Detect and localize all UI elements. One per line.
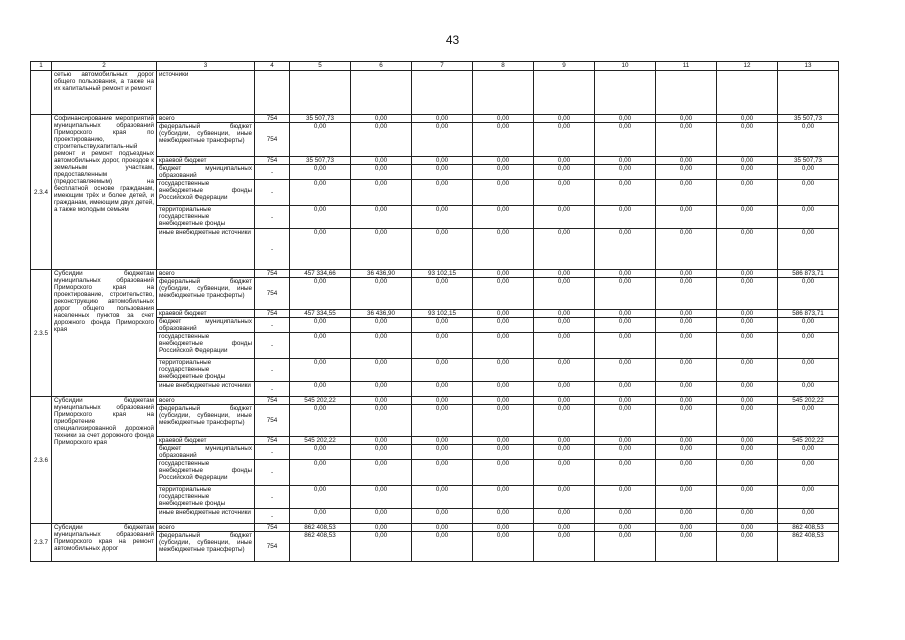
value-cell: 0,00: [473, 180, 534, 206]
value-cell: 0,00: [290, 180, 351, 206]
funding-source: иные внебюджетные источники: [157, 509, 255, 524]
value-cell: 0,00: [534, 486, 595, 509]
value-cell: 93 102,15: [412, 310, 473, 318]
value-cell: [290, 71, 351, 115]
value-cell: 0,00: [351, 460, 412, 486]
value-cell: 0,00: [595, 270, 656, 278]
column-header: 13: [778, 62, 839, 71]
value-cell: 0,00: [656, 382, 717, 397]
column-header: 7: [412, 62, 473, 71]
value-cell: 0,00: [473, 123, 534, 157]
value-cell: 0,00: [412, 318, 473, 333]
value-cell: [717, 71, 778, 115]
value-cell: [412, 71, 473, 115]
value-cell: 0,00: [412, 229, 473, 270]
page-number: 43: [445, 33, 460, 47]
value-cell: 0,00: [717, 180, 778, 206]
value-cell: 0,00: [412, 532, 473, 562]
funding-source: иные внебюджетные источники: [157, 382, 255, 397]
funding-source: источники: [157, 71, 255, 115]
value-cell: 0,00: [473, 486, 534, 509]
value-cell: 0,00: [595, 532, 656, 562]
value-cell: 0,00: [412, 524, 473, 532]
value-cell: 0,00: [473, 229, 534, 270]
value-cell: 0,00: [717, 382, 778, 397]
value-cell: 0,00: [656, 333, 717, 359]
funding-source: бюджет муниципальных образований: [157, 318, 255, 333]
value-cell: 0,00: [595, 115, 656, 123]
value-cell: 0,00: [656, 318, 717, 333]
value-cell: 35 507,73: [778, 157, 839, 165]
value-cell: 0,00: [290, 405, 351, 437]
value-cell: [656, 71, 717, 115]
value-cell: 0,00: [473, 524, 534, 532]
value-cell: 0,00: [717, 206, 778, 229]
value-cell: 0,00: [473, 278, 534, 310]
value-cell: 0,00: [656, 460, 717, 486]
value-cell: 0,00: [778, 123, 839, 157]
value-cell: 0,00: [473, 509, 534, 524]
value-cell: 0,00: [473, 445, 534, 460]
value-cell: 0,00: [351, 445, 412, 460]
column-header: 3: [157, 62, 255, 71]
funding-source: федеральный бюджет (субсидии, субвенции, иные межбюджетные трансферты): [157, 532, 255, 562]
code-cell: -: [255, 165, 290, 180]
value-cell: 0,00: [595, 437, 656, 445]
value-cell: 0,00: [717, 157, 778, 165]
funding-source: всего: [157, 270, 255, 278]
value-cell: 0,00: [351, 157, 412, 165]
funding-source: иные внебюджетные источники: [157, 229, 255, 270]
value-cell: 0,00: [473, 397, 534, 405]
value-cell: 0,00: [534, 524, 595, 532]
value-cell: 0,00: [534, 278, 595, 310]
item-code: 2.3.4: [31, 115, 52, 270]
value-cell: 0,00: [717, 318, 778, 333]
item-code: 2.3.6: [31, 397, 52, 524]
code-cell: -: [255, 460, 290, 486]
value-cell: 0,00: [595, 123, 656, 157]
value-cell: 0,00: [534, 165, 595, 180]
column-header: 2: [52, 62, 157, 71]
value-cell: 0,00: [351, 359, 412, 382]
item-title: Софинансирование мероприятий муниципальных образований Приморского края по проектированию, строительству,капиталь-ный ремонт и ремонт подъездных автомобильных дорог, проездов к земельным участкам, предоставленным (предоставляемым) на бесплатной основе гражданам, имеющим трёх и более детей, и гражданам, имеющим двух детей, а также молодым семьям: [52, 115, 157, 270]
value-cell: 0,00: [290, 278, 351, 310]
value-cell: 545 202,22: [290, 397, 351, 405]
funding-source: территориальные государственные внебюджетные фонды: [157, 359, 255, 382]
header-row: [31, 62, 839, 71]
code-cell: -: [255, 333, 290, 359]
value-cell: 0,00: [717, 333, 778, 359]
code-cell: 754: [255, 270, 290, 278]
value-cell: 0,00: [473, 115, 534, 123]
value-cell: 0,00: [717, 123, 778, 157]
value-cell: 0,00: [717, 359, 778, 382]
table-row: [31, 115, 839, 123]
value-cell: 0,00: [656, 157, 717, 165]
value-cell: 0,00: [534, 437, 595, 445]
funding-source: всего: [157, 397, 255, 405]
table-row: [31, 397, 839, 405]
funding-source: государственные внебюджетные фонды Российской Федерации: [157, 460, 255, 486]
value-cell: 0,00: [473, 318, 534, 333]
value-cell: 0,00: [534, 123, 595, 157]
value-cell: 0,00: [534, 509, 595, 524]
value-cell: 0,00: [473, 157, 534, 165]
value-cell: 0,00: [656, 397, 717, 405]
value-cell: 0,00: [595, 206, 656, 229]
value-cell: 0,00: [412, 405, 473, 437]
value-cell: 0,00: [412, 157, 473, 165]
code-cell: 754: [255, 157, 290, 165]
value-cell: 0,00: [778, 333, 839, 359]
value-cell: 0,00: [412, 278, 473, 310]
funding-source: государственные внебюджетные фонды Российской Федерации: [157, 333, 255, 359]
value-cell: 862 408,53: [778, 532, 839, 562]
value-cell: 35 507,73: [778, 115, 839, 123]
value-cell: 0,00: [290, 206, 351, 229]
value-cell: 0,00: [595, 333, 656, 359]
value-cell: 0,00: [473, 165, 534, 180]
value-cell: 0,00: [595, 486, 656, 509]
value-cell: 0,00: [595, 359, 656, 382]
value-cell: 0,00: [351, 397, 412, 405]
value-cell: 0,00: [351, 437, 412, 445]
value-cell: 0,00: [778, 180, 839, 206]
value-cell: 0,00: [290, 359, 351, 382]
value-cell: 0,00: [351, 524, 412, 532]
value-cell: 0,00: [290, 382, 351, 397]
code-cell: [255, 71, 290, 115]
code-cell: 754: [255, 405, 290, 437]
value-cell: 0,00: [778, 486, 839, 509]
table-body: [31, 71, 839, 562]
funding-source: краевой бюджет: [157, 157, 255, 165]
funding-source: всего: [157, 115, 255, 123]
value-cell: 0,00: [778, 318, 839, 333]
value-cell: 0,00: [717, 437, 778, 445]
item-code: 2.3.5: [31, 270, 52, 397]
value-cell: 0,00: [656, 359, 717, 382]
value-cell: 0,00: [351, 509, 412, 524]
value-cell: 0,00: [595, 165, 656, 180]
value-cell: 0,00: [534, 445, 595, 460]
table-row: [31, 270, 839, 278]
value-cell: 0,00: [595, 524, 656, 532]
value-cell: 0,00: [717, 524, 778, 532]
value-cell: 0,00: [595, 405, 656, 437]
value-cell: 0,00: [351, 180, 412, 206]
value-cell: 0,00: [595, 445, 656, 460]
column-header: 11: [656, 62, 717, 71]
value-cell: 0,00: [473, 437, 534, 445]
value-cell: 0,00: [656, 229, 717, 270]
value-cell: 0,00: [534, 318, 595, 333]
funding-source: территориальные государственные внебюджетные фонды: [157, 206, 255, 229]
value-cell: 0,00: [473, 310, 534, 318]
value-cell: 0,00: [473, 359, 534, 382]
code-cell: 754: [255, 532, 290, 562]
column-header: 8: [473, 62, 534, 71]
value-cell: 0,00: [717, 532, 778, 562]
value-cell: 0,00: [656, 509, 717, 524]
value-cell: 0,00: [351, 123, 412, 157]
funding-source: всего: [157, 524, 255, 532]
column-header: 9: [534, 62, 595, 71]
value-cell: 0,00: [412, 115, 473, 123]
value-cell: 0,00: [534, 397, 595, 405]
value-cell: 0,00: [290, 229, 351, 270]
value-cell: 0,00: [351, 278, 412, 310]
value-cell: 0,00: [778, 509, 839, 524]
value-cell: 0,00: [778, 229, 839, 270]
value-cell: 0,00: [656, 532, 717, 562]
value-cell: 0,00: [473, 532, 534, 562]
value-cell: 0,00: [595, 157, 656, 165]
value-cell: 862 408,53: [290, 524, 351, 532]
code-cell: 754: [255, 278, 290, 310]
value-cell: 586 873,71: [778, 270, 839, 278]
budget-table: [30, 61, 839, 562]
value-cell: 0,00: [290, 509, 351, 524]
value-cell: 0,00: [656, 165, 717, 180]
value-cell: 0,00: [290, 460, 351, 486]
table-row: [31, 71, 839, 115]
value-cell: 0,00: [778, 206, 839, 229]
value-cell: 0,00: [534, 359, 595, 382]
value-cell: 0,00: [473, 405, 534, 437]
item-code: 2.3.7: [31, 524, 52, 562]
item-title: сетью автомобильных дорог общего пользования, а также на их капитальный ремонт и ремонт: [52, 71, 157, 115]
value-cell: 0,00: [473, 206, 534, 229]
value-cell: 0,00: [351, 486, 412, 509]
value-cell: 0,00: [656, 206, 717, 229]
value-cell: 0,00: [717, 115, 778, 123]
value-cell: 0,00: [412, 165, 473, 180]
value-cell: 0,00: [290, 333, 351, 359]
column-header: 10: [595, 62, 656, 71]
value-cell: 0,00: [473, 270, 534, 278]
column-header: 6: [351, 62, 412, 71]
funding-source: федеральный бюджет (субсидии, субвенции, иные межбюджетные трансферты): [157, 278, 255, 310]
value-cell: 0,00: [534, 206, 595, 229]
value-cell: [778, 71, 839, 115]
value-cell: 0,00: [534, 460, 595, 486]
value-cell: 0,00: [351, 532, 412, 562]
value-cell: 862 408,53: [778, 524, 839, 532]
value-cell: 0,00: [717, 310, 778, 318]
code-cell: 754: [255, 524, 290, 532]
value-cell: 0,00: [473, 333, 534, 359]
value-cell: 0,00: [595, 382, 656, 397]
value-cell: 35 507,73: [290, 115, 351, 123]
value-cell: 0,00: [656, 278, 717, 310]
code-cell: 754: [255, 437, 290, 445]
funding-source: краевой бюджет: [157, 437, 255, 445]
item-title: Субсидии бюджетам муниципальных образований Приморского края на приобретение специализированной дорожной техники за счет дорожного фонда Приморского края: [52, 397, 157, 524]
value-cell: 0,00: [595, 180, 656, 206]
value-cell: 0,00: [412, 509, 473, 524]
value-cell: 0,00: [534, 333, 595, 359]
value-cell: 0,00: [290, 123, 351, 157]
value-cell: 0,00: [534, 310, 595, 318]
value-cell: 0,00: [351, 229, 412, 270]
value-cell: 0,00: [412, 382, 473, 397]
value-cell: 0,00: [656, 270, 717, 278]
value-cell: 0,00: [351, 165, 412, 180]
value-cell: [534, 71, 595, 115]
funding-source: бюджет муниципальных образований: [157, 445, 255, 460]
value-cell: 0,00: [412, 445, 473, 460]
value-cell: 0,00: [778, 405, 839, 437]
value-cell: 0,00: [412, 206, 473, 229]
code-cell: 754: [255, 123, 290, 157]
value-cell: 0,00: [351, 333, 412, 359]
value-cell: 0,00: [412, 460, 473, 486]
value-cell: 0,00: [778, 359, 839, 382]
value-cell: [473, 71, 534, 115]
value-cell: 0,00: [595, 509, 656, 524]
code-cell: -: [255, 486, 290, 509]
funding-source: краевой бюджет: [157, 310, 255, 318]
column-header: 5: [290, 62, 351, 71]
column-header: 4: [255, 62, 290, 71]
value-cell: 93 102,15: [412, 270, 473, 278]
code-cell: -: [255, 509, 290, 524]
value-cell: 0,00: [412, 123, 473, 157]
value-cell: 0,00: [656, 405, 717, 437]
value-cell: 457 334,55: [290, 310, 351, 318]
code-cell: 754: [255, 115, 290, 123]
value-cell: 0,00: [290, 318, 351, 333]
value-cell: 0,00: [351, 405, 412, 437]
value-cell: 0,00: [534, 270, 595, 278]
value-cell: 457 334,66: [290, 270, 351, 278]
code-cell: -: [255, 229, 290, 270]
value-cell: 0,00: [290, 486, 351, 509]
value-cell: 0,00: [656, 123, 717, 157]
code-cell: 754: [255, 310, 290, 318]
value-cell: 0,00: [473, 460, 534, 486]
column-header: 1: [31, 62, 52, 71]
value-cell: 0,00: [534, 115, 595, 123]
value-cell: 0,00: [595, 229, 656, 270]
value-cell: 0,00: [717, 405, 778, 437]
value-cell: 0,00: [778, 382, 839, 397]
value-cell: 0,00: [412, 397, 473, 405]
value-cell: 0,00: [778, 278, 839, 310]
value-cell: 0,00: [534, 180, 595, 206]
item-title: Субсидии бюджетам муниципальных образований Приморского края на проектирование, строительство, реконструкцию автомобильных дорог общего пользования населенных пунктов за счет дорожного фонда Приморского края: [52, 270, 157, 397]
code-cell: -: [255, 206, 290, 229]
value-cell: 545 202,22: [778, 397, 839, 405]
value-cell: 0,00: [595, 397, 656, 405]
value-cell: 0,00: [534, 157, 595, 165]
value-cell: 0,00: [595, 460, 656, 486]
value-cell: [351, 71, 412, 115]
value-cell: 0,00: [717, 270, 778, 278]
value-cell: 0,00: [595, 278, 656, 310]
value-cell: 0,00: [412, 333, 473, 359]
value-cell: 36 436,90: [351, 310, 412, 318]
value-cell: 35 507,73: [290, 157, 351, 165]
code-cell: -: [255, 318, 290, 333]
code-cell: 754: [255, 397, 290, 405]
value-cell: 0,00: [534, 405, 595, 437]
value-cell: 0,00: [412, 359, 473, 382]
value-cell: 0,00: [778, 460, 839, 486]
value-cell: 0,00: [717, 229, 778, 270]
column-header: 12: [717, 62, 778, 71]
value-cell: 0,00: [717, 460, 778, 486]
funding-source: государственные внебюджетные фонды Российской Федерации: [157, 180, 255, 206]
value-cell: 0,00: [595, 310, 656, 318]
value-cell: 0,00: [412, 486, 473, 509]
value-cell: 0,00: [717, 397, 778, 405]
funding-source: федеральный бюджет (субсидии, субвенции, иные межбюджетные трансферты): [157, 123, 255, 157]
item-code: [31, 71, 52, 115]
code-cell: -: [255, 180, 290, 206]
code-cell: -: [255, 359, 290, 382]
value-cell: 0,00: [351, 206, 412, 229]
value-cell: 0,00: [351, 318, 412, 333]
value-cell: 0,00: [717, 445, 778, 460]
value-cell: 0,00: [534, 229, 595, 270]
value-cell: 0,00: [778, 165, 839, 180]
value-cell: 0,00: [778, 445, 839, 460]
value-cell: 0,00: [656, 524, 717, 532]
value-cell: 545 202,22: [778, 437, 839, 445]
value-cell: 0,00: [656, 180, 717, 206]
value-cell: 0,00: [473, 382, 534, 397]
value-cell: [595, 71, 656, 115]
funding-source: бюджет муниципальных образований: [157, 165, 255, 180]
value-cell: 0,00: [290, 445, 351, 460]
code-cell: -: [255, 382, 290, 397]
value-cell: 0,00: [351, 382, 412, 397]
item-title: Субсидии бюджетам муниципальных образований Приморского края на ремонт автомобильных дорог: [52, 524, 157, 562]
value-cell: 545 202,22: [290, 437, 351, 445]
value-cell: 0,00: [656, 115, 717, 123]
code-cell: -: [255, 445, 290, 460]
value-cell: 0,00: [656, 486, 717, 509]
funding-source: федеральный бюджет (субсидии, субвенции, иные межбюджетные трансферты): [157, 405, 255, 437]
value-cell: 36 436,90: [351, 270, 412, 278]
value-cell: 0,00: [656, 437, 717, 445]
value-cell: 0,00: [290, 165, 351, 180]
value-cell: 0,00: [656, 445, 717, 460]
value-cell: 862 408,53: [290, 532, 351, 562]
value-cell: 0,00: [534, 532, 595, 562]
value-cell: 0,00: [717, 165, 778, 180]
value-cell: 586 873,71: [778, 310, 839, 318]
value-cell: 0,00: [412, 437, 473, 445]
value-cell: 0,00: [717, 509, 778, 524]
value-cell: 0,00: [412, 180, 473, 206]
value-cell: 0,00: [534, 382, 595, 397]
value-cell: 0,00: [717, 278, 778, 310]
table-row: [31, 524, 839, 532]
value-cell: 0,00: [717, 486, 778, 509]
value-cell: 0,00: [656, 310, 717, 318]
funding-source: территориальные государственные внебюджетные фонды: [157, 486, 255, 509]
value-cell: 0,00: [595, 318, 656, 333]
value-cell: 0,00: [351, 115, 412, 123]
